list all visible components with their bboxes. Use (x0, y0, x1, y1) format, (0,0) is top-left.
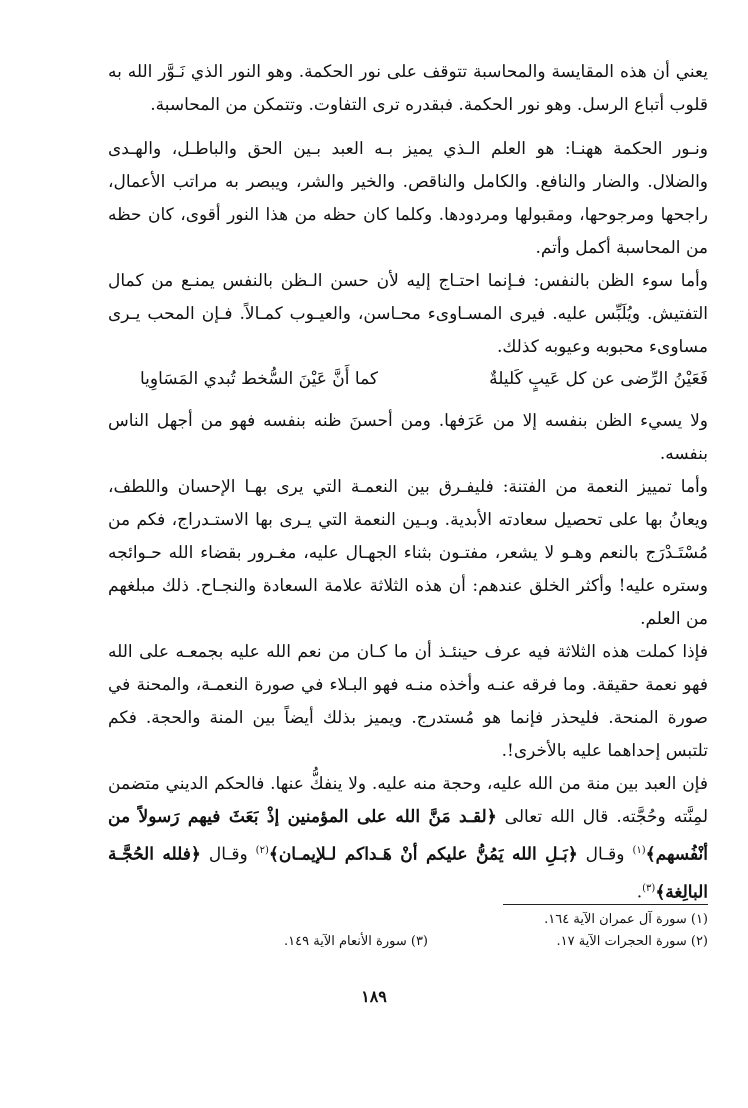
poem-verse (108, 363, 708, 396)
text-segment: فإن العبد بين منة من الله عليه، وحجة منه عليه. ولا ينفكُّ عنها. فالحكم الديني متضمن لمِنَّته وحُجَّته. قال الله تعالى (108, 774, 708, 827)
footnote-divider (503, 904, 708, 905)
text-segment: وقـال (200, 844, 256, 865)
paragraph-blessing-vs-trial: وأما تمييز النعمة من الفتنة: فليفـرق بين النعمـة التي يرى بهـا الإحسان واللطف، ويعانُ بها على تحصيل سعادته الأبدية. وبـين النعمة التي يـرى بها الاستـدراج، فكم من مُسْتَـدْرَج بالنعم وهـو لا يشعر، مفتـون بثناء الجهـال عليه، مغـرور بقضاء الله حـوائجه وستره عليه! وأكثر الخلق عندهم: أن هذه الثلاثة علامة السعادة والنجـاح. ذلك مبلغهم من العلم. (108, 477, 708, 629)
footnote-marker: (٢) (255, 845, 269, 856)
footnote-marker: (٣) (642, 882, 656, 894)
page-number: ١٨٩ (361, 987, 387, 1006)
poem-first-hemistich: فَعَيْنُ الرِّضى عن كل عَيبٍ كَليلةٌ (489, 369, 708, 389)
paragraph-grace-and-proof (108, 768, 708, 909)
footnote-marker: (١) (632, 845, 646, 856)
paragraph-knowing-self: ولا يسيء الظن بنفسه إلا من عَرَفها. ومن أحسنَ ظنه بنفسه فهو من أجهل الناس بنفسه. (108, 411, 708, 464)
poem-second-hemistich: كما أَنَّ عَيْنَ السُّخط تُبدي المَسَاوِيا (139, 369, 378, 389)
quran-quote: ﴿لقـد مَنَّ الله على المؤمنين إذْ بَعَثَ فيهم رَسولاً من أنْفُسهم﴾ (108, 807, 709, 865)
text-segment: . (636, 882, 643, 903)
quran-quote: ﴿فلله الحُجَّـة البالِغة﴾ (108, 844, 708, 903)
text-segment: وقـال (577, 844, 633, 865)
footnote-1: (١) سورة آل عمران الآية ١٦٤. (544, 912, 708, 927)
paragraph-wisdom-definition: ونـور الحكمة ههنـا: هو العلم الـذي يميز بـه العبد بـين الحق والباطـل، والهـدى والضلال. والضار والنافع. والكامل والناقص. والخير والشر، ويبصر به مراتب الأعمال، راجحها ومرجوحها، ومقبولها ومردودها. وكلما كان حظه من هذا النور أقوى، كان حظه من المحاسبة أكمل وأتم. (108, 139, 708, 258)
paragraph-wisdom-light: يعني أن هذه المقايسة والمحاسبة تتوقف على نور الحكمة. وهو النور الذي نَـوَّر الله به قلوب أتباع الرسل. وهو نور الحكمة. فبقدره ترى التفاوت. وتتمكن من المحاسبة. (108, 62, 708, 115)
paragraph-self-suspicion: وأما سوء الظن بالنفس: فـإنما احتـاج إليه لأن حسن الـظن بالنفس يمنـع من كمال التفتيش. ويُلَبِّس عليه. فيرى المسـاوىء محـاسن، والعيـوب كمـالاً. فـإن المحب يـرى مساوىء محبوبه وعيوبه كذلك. (108, 271, 708, 357)
footnote-2: (٢) سورة الحجرات الآية ١٧. (556, 934, 708, 949)
footnote-3: (٣) سورة الأنعام الآية ١٤٩. (284, 934, 428, 949)
quran-quote: ﴿بَـلِ الله يَمُنُّ عليكم أنْ هَـداكم لـلإيمـان﴾ (268, 844, 578, 865)
paragraph-three-complete: فإذا كملت هذه الثلاثة فيه عرف حينئـذ أن ما كـان من نعم الله عليه بجمعـه على الله فهو نعمة حقيقة. وما فرقه عنـه وأخذه منـه فهو البـلاء في صورة النعمـة، والمحنة في صورة المنحة. فليحذر فإنما هو مُستدرج. ويميز بذلك أيضاً بين المنة والحجة. فكم تلتبس إحداهما عليه بالأخرى!. (108, 642, 708, 761)
